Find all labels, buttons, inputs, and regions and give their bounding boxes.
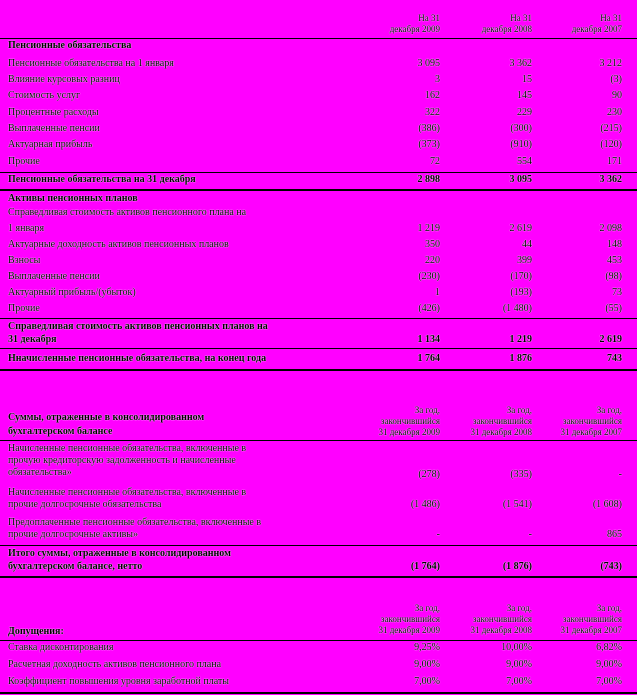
value-2008: (335) [510,469,532,480]
table-row [0,89,637,105]
section-title-text: Активы пенсионных планов [8,193,138,204]
value-2009: (230) [418,271,440,282]
column-header-2008: За год, закончившийся 31 декабря 2008 [470,405,532,437]
row-label: Начисленные пенсионные обязательства, включенные в прочие долгосрочные обязательства [8,487,247,510]
table-row [0,270,637,286]
value-2008: (193) [510,287,532,298]
value-2009: (386) [418,123,440,134]
table-row [0,138,637,154]
row-label: Итого суммы, отраженные в консолидированном [8,548,231,559]
value-2009: (373) [418,139,440,150]
value-2008: (1 876) [502,561,532,572]
value-2009: 322 [425,107,440,118]
value-2008: (300) [510,123,532,134]
row-label: Влияние курсовых разниц [8,74,120,85]
column-header-2008: На 31 декабря 2008 [481,13,532,34]
value-2009: (278) [418,469,440,480]
section-subtitle-text: Справедливая стоимость активов пенсионного плана на [8,207,247,218]
value-2007: (98) [605,271,622,282]
row-label: Актуарный прибыль/(убыток) [8,287,136,298]
table-row-total [0,173,637,189]
divider [0,545,637,546]
value-2009: 9,25% [414,642,440,653]
divider [0,576,637,578]
divider [0,189,637,191]
value-2009: 1 764 [417,353,440,364]
section-title-2: бухгалтерском балансе [8,426,113,437]
row-label-2: 31 декабря [8,334,57,345]
table-row [0,106,637,122]
value-2009: 3 095 [417,58,440,69]
row-label: Взносы [8,255,41,266]
value-2007: 453 [607,255,622,266]
divider [0,369,637,371]
value-2007: 9,00% [596,659,622,670]
row-label: Справедливая стоимость активов пенсионных планов на [8,321,268,332]
row-label: Предоплаченные пенсионные обязательства, включенные в прочие долгосрочные активы» [8,517,262,540]
value-2009: 1 134 [417,334,440,345]
value-2009: (1 486) [410,499,440,510]
value-2009: 7,00% [414,676,440,687]
value-2009: 3 [435,74,440,85]
table-row-net [0,352,637,368]
value-2009: 9,00% [414,659,440,670]
value-2007: 3 212 [599,58,622,69]
section-title [0,39,637,55]
table-row [0,238,637,254]
row-label: Актуарные доходность активов пенсионных планов [8,239,229,250]
table-row-total [0,547,637,575]
value-2009: - [436,529,440,540]
value-2007: 865 [607,529,622,540]
value-2007: 230 [607,107,622,118]
value-2008: 554 [517,156,532,167]
value-2008: - [528,529,532,540]
value-2007: (55) [605,303,622,314]
table-row [0,222,637,238]
table-row-total [0,320,637,348]
divider [0,692,637,694]
value-2009: 220 [425,255,440,266]
row-label: Стоимость услуг [8,90,81,101]
value-2009: 162 [425,90,440,101]
value-2007: (215) [600,123,622,134]
value-2007: (3) [610,74,622,85]
row-label: Выплаченные пенсии [8,271,100,282]
value-2009: 1 [435,287,440,298]
value-2008: 9,00% [506,659,532,670]
value-2009: 350 [425,239,440,250]
value-2007: 2 619 [599,334,622,345]
value-2009: 1 219 [417,223,440,234]
column-header-2007: За год, закончившийся 31 декабря 2007 [560,405,622,437]
table-row [0,486,637,514]
table-row [0,442,637,484]
row-label: 1 января [8,223,45,234]
section-title-text: Пенсионные обязательства [8,40,132,51]
column-header-2008: За год, закончившийся 31 декабря 2008 [470,603,532,635]
value-2008: 3 095 [509,174,532,185]
value-2007: 743 [607,353,622,364]
divider [0,318,637,319]
column-header-2009: На 31 декабря 2009 [389,13,440,34]
value-2008: 2 619 [509,223,532,234]
value-2007: 3 362 [599,174,622,185]
value-2007: 6,82% [596,642,622,653]
table-row [0,286,637,302]
row-label: Актуарная прибыль [8,139,93,150]
column-header-2007: За год, закончившийся 31 декабря 2007 [560,603,622,635]
section-title: Суммы, отраженные в консолидированном [8,412,205,423]
divider [0,440,637,441]
value-2007: 73 [612,287,622,298]
value-2007: 2 098 [599,223,622,234]
value-2008: 145 [517,90,532,101]
row-label: Коэффициент повышения уровня заработной платы [8,676,230,687]
row-label: Нначисленные пенсионные обязательства, на конец года [8,353,267,364]
row-label: Процентные расходы [8,107,99,118]
row-label: Пенсионные обязательства на 31 декабря [8,174,196,185]
section-subtitle [0,206,637,222]
table-row [0,641,637,657]
table-row [0,122,637,138]
value-2008: 15 [522,74,532,85]
value-2008: (1 480) [502,303,532,314]
value-2007: 148 [607,239,622,250]
value-2009: 72 [430,156,440,167]
table-row [0,516,637,544]
value-2008: 399 [517,255,532,266]
column-header-2007: На 31 декабря 2007 [571,13,622,34]
row-label: Пенсионные обязательства на 1 января [8,58,174,69]
value-2008: (1 541) [502,499,532,510]
table-row [0,675,637,691]
table-row [0,155,637,171]
value-2008: 44 [522,239,532,250]
value-2008: (910) [510,139,532,150]
column-header-2009: За год, закончившийся 31 декабря 2009 [378,405,440,437]
row-label: Прочие [8,303,40,314]
value-2008: 3 362 [509,58,532,69]
value-2007: (1 608) [592,499,622,510]
value-2007: - [618,469,622,480]
value-2008: 10,00% [501,642,532,653]
value-2009: 2 898 [417,174,440,185]
value-2007: 171 [607,156,622,167]
value-2007: (120) [600,139,622,150]
row-label-2: бухгалтерском балансе, нетто [8,561,143,572]
section-title: Допущения: [8,626,64,637]
value-2008: (170) [510,271,532,282]
table-row [0,658,637,674]
row-label: Прочие [8,156,40,167]
value-2007: 7,00% [596,676,622,687]
divider [0,348,637,349]
row-label: Ставка дисконтирования [8,642,114,653]
row-label: Расчетная доходность активов пенсионного плана [8,659,222,670]
table-row [0,302,637,318]
value-2008: 1 876 [509,353,532,364]
table-row [0,57,637,73]
table-row [0,73,637,89]
value-2007: (743) [600,561,622,572]
column-header-2009: За год, закончившийся 31 декабря 2009 [378,603,440,635]
row-label: Выплаченные пенсии [8,123,100,134]
value-2009: (426) [418,303,440,314]
value-2008: 1 219 [509,334,532,345]
value-2007: 90 [612,90,622,101]
value-2009: (1 764) [410,561,440,572]
table-row [0,254,637,270]
row-label: Начисленные пенсионные обязательства, включенные в прочую кредиторскую задолженность и начисленные обязательства» [8,443,247,478]
value-2008: 229 [517,107,532,118]
value-2008: 7,00% [506,676,532,687]
